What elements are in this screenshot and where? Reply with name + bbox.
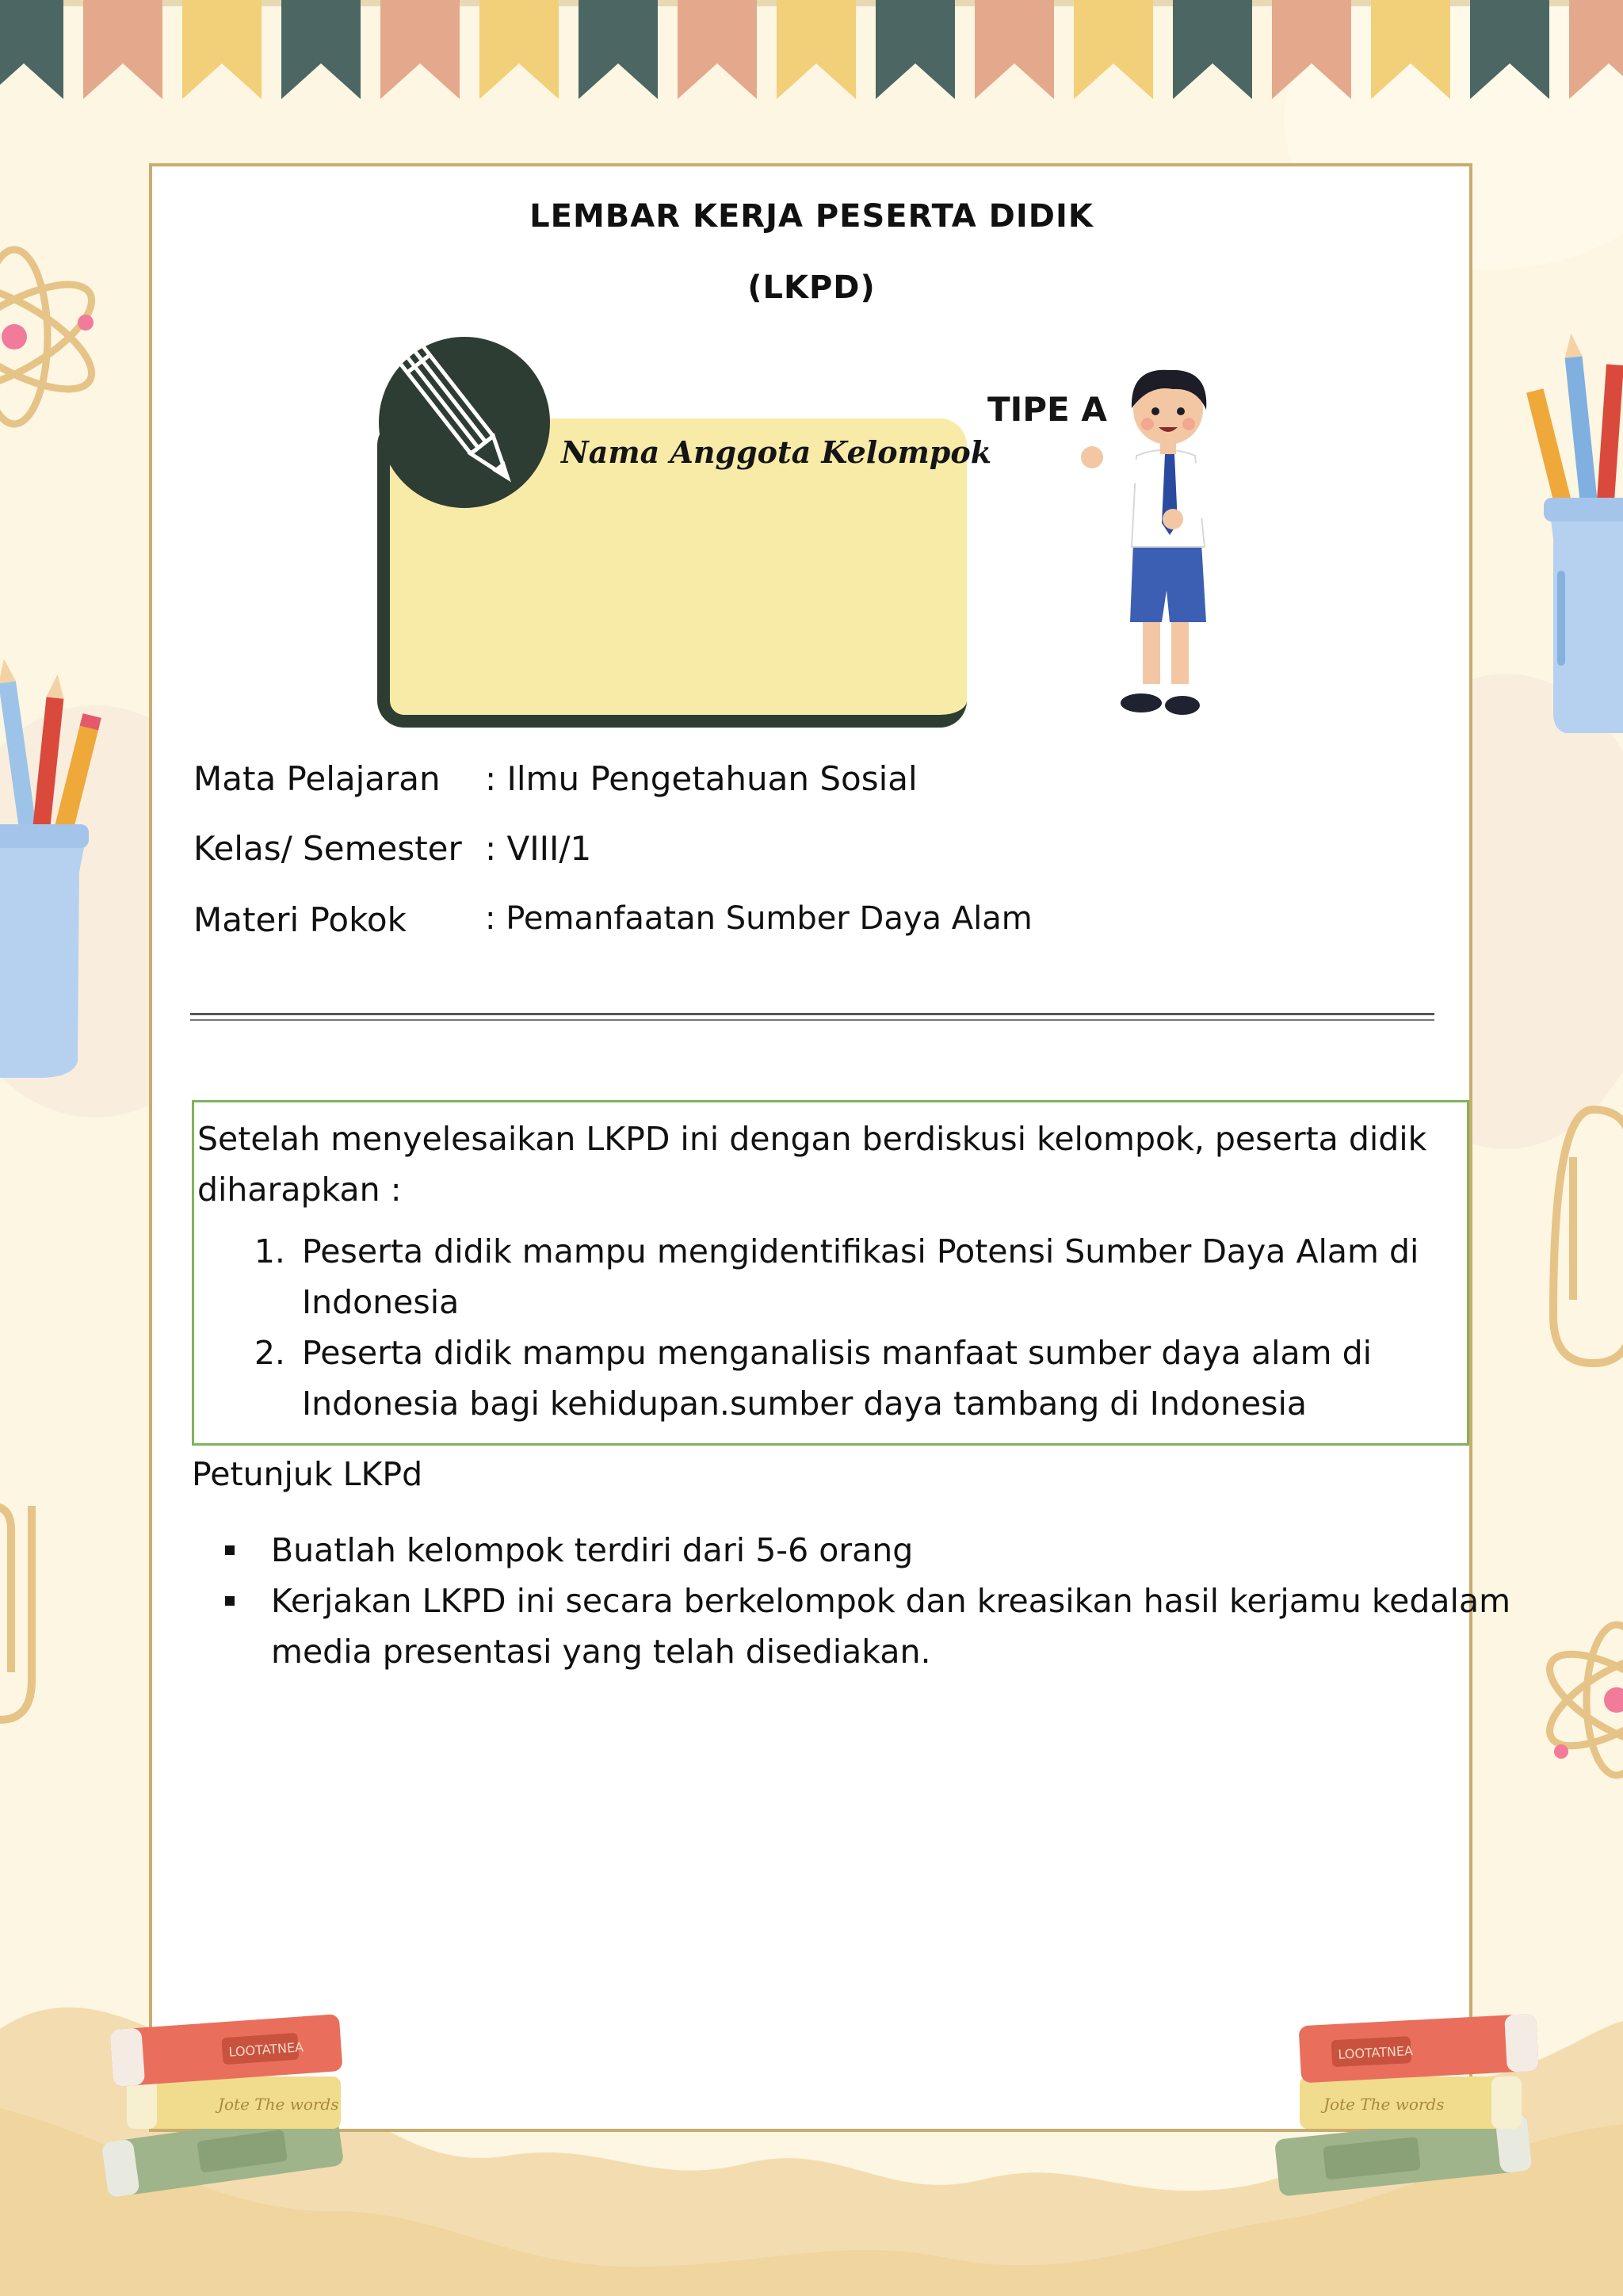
instructions-list bbox=[192, 1525, 1547, 1677]
pencil-icon bbox=[379, 337, 550, 508]
list-item-text: Kerjakan LKPD ini secara berkelompok dan kreasikan hasil kerjamu kedalam media presentasi yang telah disediakan. bbox=[271, 1582, 1511, 1671]
book-stack-icon bbox=[79, 1966, 396, 2203]
divider bbox=[190, 1013, 1434, 1015]
pencil-cup-icon bbox=[1526, 333, 1623, 733]
page-subtitle: (LKPD) bbox=[747, 269, 876, 306]
divider bbox=[190, 1019, 1434, 1021]
field-label-class: Kelas/ Semester bbox=[193, 829, 462, 868]
group-members-label: Nama Anggota Kelompok bbox=[561, 434, 992, 470]
objectives-intro: Setelah menyelesaikan LKPD ini dengan berdiskusi kelompok, peserta didik diharapkan : bbox=[197, 1120, 1427, 1209]
bunting-flags bbox=[0, 0, 1623, 99]
bullet-icon bbox=[225, 1596, 235, 1606]
list-item: 2. Peserta didik mampu menganalisis manfaat sumber daya alam di Indonesia bagi kehidupan.sumber daya tambang di Indonesia bbox=[296, 1328, 1462, 1429]
list-item: 1. Peserta didik mampu mengidentifikasi Potensi Sumber Daya Alam di Indonesia bbox=[296, 1226, 1462, 1328]
student-illustration bbox=[1054, 361, 1244, 725]
book-spine-text: LOOTATNEA bbox=[1337, 2042, 1414, 2062]
field-value-class: : VIII/1 bbox=[485, 829, 592, 868]
book-stack-icon bbox=[1260, 1966, 1593, 2203]
book-spine-text: Jote The words bbox=[218, 2095, 339, 2114]
bullet-icon bbox=[225, 1545, 235, 1555]
atom-icon bbox=[1537, 1625, 1623, 1775]
field-value-topic: : Pemanfaatan Sumber Daya Alam bbox=[485, 900, 1033, 937]
instructions-title: Petunjuk LKPd bbox=[192, 1455, 423, 1493]
page-title: LEMBAR KERJA PESERTA DIDIK bbox=[529, 198, 1094, 235]
book-spine-text: Jote The words bbox=[1323, 2095, 1445, 2114]
paperclip-icon bbox=[1553, 1110, 1623, 1363]
field-value-subject: : Ilmu Pengetahuan Sosial bbox=[485, 759, 918, 798]
list-item bbox=[271, 1576, 1547, 1677]
type-label: TIPE A bbox=[987, 390, 1107, 429]
pencil-badge bbox=[379, 337, 550, 508]
field-label-topic: Materi Pokok bbox=[193, 900, 407, 939]
field-label-subject: Mata Pelajaran bbox=[193, 759, 441, 798]
objectives-list bbox=[197, 1226, 1462, 1429]
paperclip-icon bbox=[0, 1506, 32, 1720]
list-item-text: Buatlah kelompok terdiri dari 5-6 orang bbox=[271, 1531, 914, 1569]
book-spine-text: LOOTATNEA bbox=[227, 2039, 304, 2060]
list-item bbox=[271, 1525, 1547, 1576]
learning-objectives-box bbox=[192, 1100, 1469, 1446]
